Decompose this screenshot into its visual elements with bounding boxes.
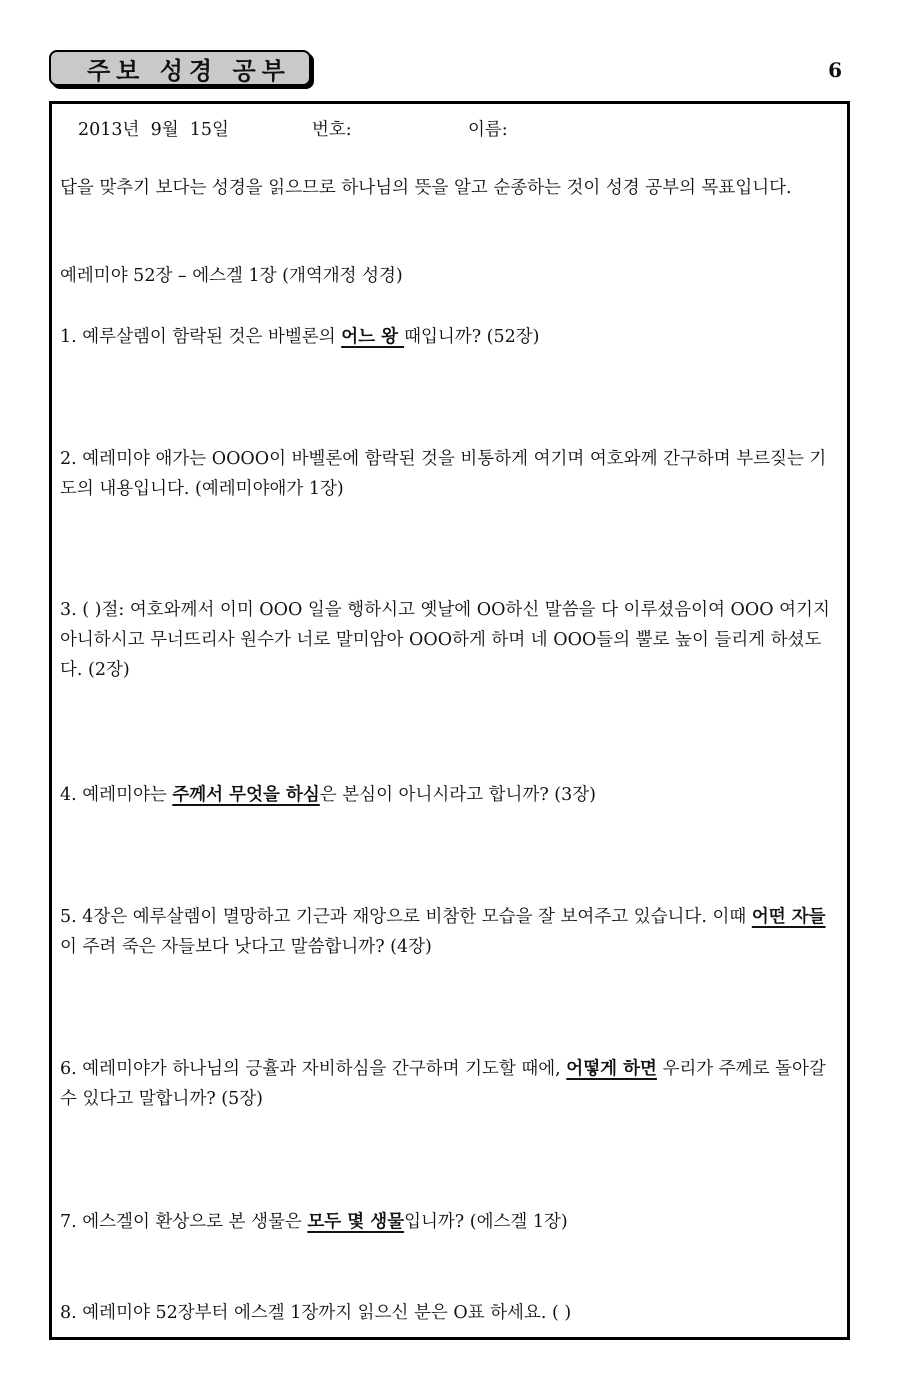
number-label: 번호: bbox=[312, 120, 352, 140]
scope-line: 예레미야 52장 – 에스겔 1장 (개역개정 성경) bbox=[60, 266, 403, 286]
date-text: 2013년 9월 15일 bbox=[78, 120, 229, 140]
info-line bbox=[78, 115, 858, 145]
question-7-keyword: 모두 몇 생물 bbox=[307, 1212, 405, 1232]
question-6 bbox=[60, 1054, 840, 1114]
question-3: 3. ( )절: 여호와께서 이미 OOO 일을 행하시고 옛날에 OO하신 말씀을 다 이루셨음이여 OOO 여기지 아니하시고 무너뜨리사 원수가 너로 말미암아 OOO하게 하며 네 OOO들의 뿔로 높이 들리게 하셨도다. (2장) bbox=[60, 600, 830, 680]
question-1-text: 1. 예루살렘이 함락된 것은 바벨론의 bbox=[60, 327, 342, 347]
question-4-keyword: 주께서 무엇을 하심 bbox=[172, 785, 320, 805]
question-4 bbox=[60, 780, 840, 810]
question-2: 2. 예레미야 애가는 OOOO이 바벨론에 함락된 것을 비통하게 여기며 여호와께 간구하며 부르짖는 기도의 내용입니다. (예레미야애가 1장) bbox=[60, 449, 827, 499]
question-5-keyword: 어떤 자들 bbox=[751, 907, 826, 927]
question-8: 8. 예레미야 52장부터 에스겔 1장까지 읽으신 분은 O표 하세요. ( ) bbox=[60, 1303, 572, 1323]
question-1-suffix: 때입니까? (52장) bbox=[404, 327, 540, 347]
bulletin-title bbox=[49, 50, 311, 86]
intro-paragraph: 답을 맞추기 보다는 성경을 읽으므로 하나님의 뜻을 알고 순종하는 것이 성경 공부의 목표입니다. bbox=[60, 178, 792, 198]
question-5 bbox=[60, 902, 840, 962]
question-1 bbox=[60, 322, 840, 352]
question-5-suffix: 이 주려 죽은 자들보다 낫다고 말씀합니까? (4장) bbox=[60, 937, 432, 957]
question-7 bbox=[60, 1207, 840, 1237]
question-6-suffix: 우리가 주께로 돌아갈 수 있다고 말합니까? (5장) bbox=[60, 1059, 826, 1109]
name-label: 이름: bbox=[468, 120, 508, 140]
page-number: 6 bbox=[828, 58, 842, 82]
question-6-keyword: 어떻게 하면 bbox=[566, 1059, 657, 1079]
question-4-suffix: 은 본심이 아니시라고 합니까? (3장) bbox=[319, 785, 596, 805]
question-4-text: 4. 예레미야는 bbox=[60, 785, 173, 805]
question-5-text: 5. 4장은 예루살렘이 멸망하고 기근과 재앙으로 비참한 모습을 잘 보여주고 있습니다. 이때 bbox=[60, 907, 752, 927]
title-text: 주보 성경 공부 bbox=[87, 56, 291, 85]
question-7-text: 7. 에스겔이 환상으로 본 생물은 bbox=[60, 1212, 308, 1232]
question-1-keyword: 어느 왕 bbox=[341, 327, 405, 347]
question-6-text: 6. 예레미야가 하나님의 긍휼과 자비하심을 간구하며 기도할 때에, bbox=[60, 1059, 567, 1079]
question-7-suffix: 입니까? (에스겔 1장) bbox=[404, 1212, 568, 1232]
